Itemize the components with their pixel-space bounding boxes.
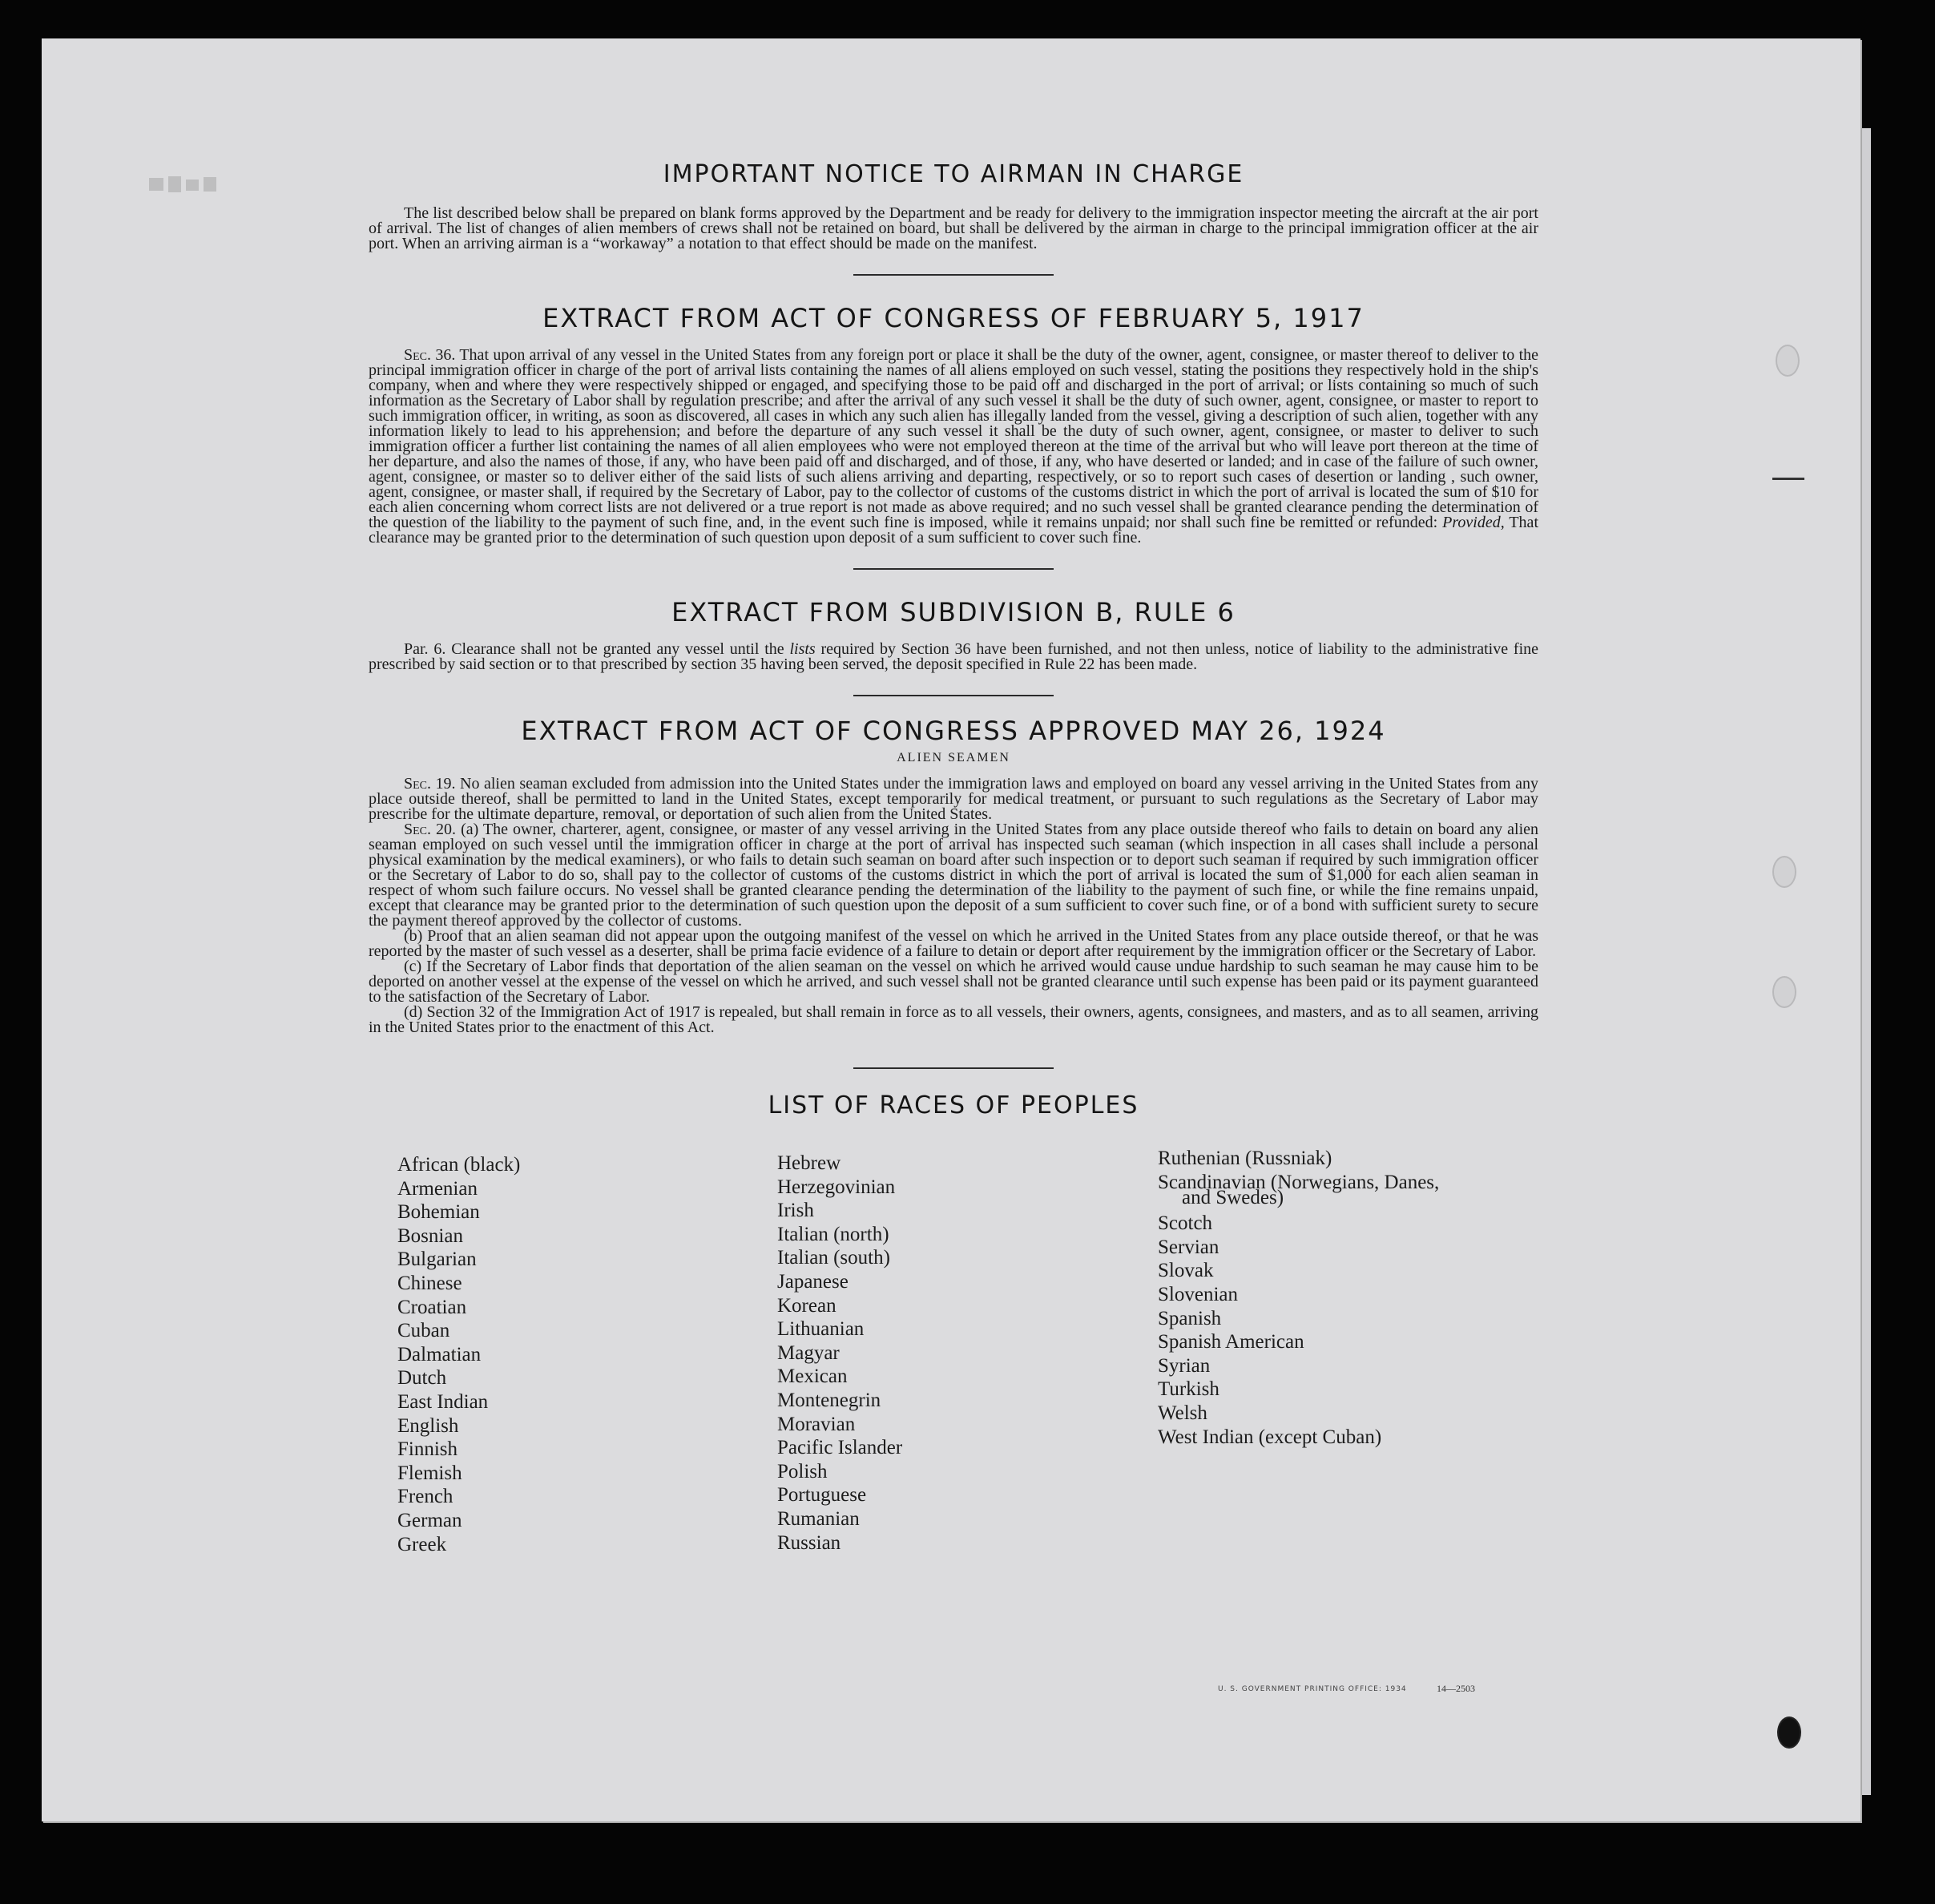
race-item: English xyxy=(397,1414,459,1437)
section-text: No alien seaman excluded from admission into the United States under the immigration laws and employed on board any vessel arriving in the United States from any place outside thereof, shall be permitted to land in the United States, except temporarily for medical treatment, or pursuant to such regulations as the Secretary of Labor may prescribe for the ultimate departure, removal, or deportation of such alien from the United States. xyxy=(369,775,1538,823)
paragraph-label: Par. 6. xyxy=(404,640,446,658)
race-item: Servian xyxy=(1158,1236,1219,1258)
rule-6-title: EXTRACT FROM SUBDIVISION B, RULE 6 xyxy=(671,597,1236,627)
race-item: Japanese xyxy=(777,1270,849,1293)
divider xyxy=(853,1067,1054,1069)
race-item: Chinese xyxy=(397,1272,462,1294)
races-column-2 xyxy=(777,1152,902,1555)
races-list xyxy=(369,1147,1538,1563)
section-label: Sec. 36. xyxy=(404,346,456,364)
punch-hole xyxy=(1772,976,1796,1008)
race-item: German xyxy=(397,1509,462,1531)
race-item: Magyar xyxy=(777,1341,840,1364)
race-item: Moravian xyxy=(777,1413,856,1435)
race-item: Slovenian xyxy=(1158,1283,1238,1305)
race-item: Turkish xyxy=(1158,1378,1219,1401)
paragraph-text: required by Section 36 have been furnished, and not then unless, notice of liability to the administrative fine prescribed by said section or to that prescribed by section 35 having been served, the deposit specified in Rule 22 has been made. xyxy=(369,640,1539,673)
race-item: Herzegovinian xyxy=(777,1176,896,1198)
race-item: Portuguese xyxy=(777,1484,867,1507)
race-item: Italian (north) xyxy=(777,1223,889,1245)
race-item: Spanish xyxy=(1158,1307,1222,1329)
proviso-word: Provided, xyxy=(1442,514,1505,531)
races-title: LIST OF RACES OF PEOPLES xyxy=(768,1091,1139,1119)
act-1924-section-20a xyxy=(369,822,1538,929)
race-item: Spanish American xyxy=(1158,1331,1304,1353)
act-1924-section-20b: (b) Proof that an alien seaman did not appear upon the outgoing manifest of the vessel on which he arrived in the United States from any place outside thereof, or that he was reported by the master of such vessel as a deserter, shall be prima facie evidence of a failure to detain or deport after requirement by the immigration officer or the Secretary of Labor. xyxy=(369,927,1538,960)
section-text: (a) The owner, charterer, agent, consignee, or master of any vessel arriving in the United States from any place outside thereof who fails to detain on board any alien seaman employed on such vessel until the immigration officer in charge at the port of arrival has inspected such seaman (which inspection in all cases shall include a personal physical examination by the medical examiners), or who fails to detain such seaman on board after such inspection or to deport such seaman if required by such immigration officer or the Secretary of Labor to do so, shall pay to the collector of customs of the customs district in which the port of arrival is located the sum of $1,000 for each alien seaman in respect of whom such failure occurs. No vessel shall be granted clearance pending the determination of the liability to the payment of such fine, or while the fine remains unpaid, except that clearance may be granted prior to the determination of such question upon the deposit of a sum sufficient to cover such fine, or of a bond with sufficient surety to secure the payment thereof approved by the collector of customs. xyxy=(369,821,1538,930)
race-item: Bohemian xyxy=(397,1201,480,1224)
race-item: Croatian xyxy=(397,1296,467,1318)
divider xyxy=(853,274,1054,276)
paragraph-text: Clearance shall not be granted any vessel until the xyxy=(451,640,784,658)
faded-stamp xyxy=(147,173,220,197)
printing-office-imprint: U. S. GOVERNMENT PRINTING OFFICE: 1934 xyxy=(1218,1685,1407,1693)
race-item: Bulgarian xyxy=(397,1248,477,1271)
proviso-text: That clearance may be granted prior to the determination of such question upon deposit of a sum sufficient to cover such fine. xyxy=(369,514,1538,547)
rule-6-paragraph xyxy=(369,642,1538,672)
lists-word: lists xyxy=(789,640,816,658)
race-item: Russian xyxy=(777,1531,841,1554)
race-item: Cuban xyxy=(397,1320,450,1342)
race-item: Korean xyxy=(777,1294,836,1317)
document-body xyxy=(369,160,1538,1563)
race-item: African (black) xyxy=(397,1154,521,1176)
race-item: Scandinavian (Norwegians, Danes, xyxy=(1158,1171,1440,1193)
race-item: Mexican xyxy=(777,1365,848,1388)
section-label: Sec. 20. xyxy=(404,821,457,838)
race-item: Ruthenian (Russniak) xyxy=(1158,1148,1332,1169)
race-item: Pacific Islander xyxy=(777,1437,903,1459)
race-item: Lithuanian xyxy=(777,1318,865,1341)
race-item: Rumanian xyxy=(777,1507,860,1530)
notice-title: IMPORTANT NOTICE TO AIRMAN IN CHARGE xyxy=(663,160,1244,188)
margin-mark xyxy=(1772,478,1804,480)
race-item: French xyxy=(397,1486,454,1508)
section-text: That upon arrival of any vessel in the United States from any foreign port or place it shall be the duty of the owner, agent, consignee, or master thereof to deliver to the principal immigration officer in charge of the port of arrival lists containing the names of all aliens employed on such vessel, stating the positions they respectively hold in the ship's company, when and where they were respectively shipped or engaged, and specifying those to be paid off and discharged in the port of arrival; or lists containing so much of such information as the Secretary of Labor shall by regulation prescribe; and after the arrival of any such vessel it shall be the duty of such owner, agent, consignee, or master to report to such immigration officer, in writing, as soon as discovered, all cases in which any such alien has illegally landed from the vessel, giving a description of such alien, together with any information likely to lead to his apprehension; and before the departure of any such vessel it shall be the duty of such owner, agent, consignee, or master to deliver to such immigration officer a further list containing the names of all alien employees who were not employed thereon at the time of the arrival but who will leave port thereon at the time of her departure, and also the names of those, if any, who have been paid off and discharged, and of those, if any, who have deserted or landed; and in case of the failure of such owner, agent, consignee, or master so to deliver either of the said lists of such aliens arriving and departing, respectively, or so to report such cases of desertion or landing , such owner, agent, consignee, or master shall, if required by the Secretary of Labor, pay to the collector of customs of the customs district in which the port of arrival is located the sum of $10 for each alien concerning whom correct lists are not delivered or a true report is not made as above required; and no such vessel shall be granted clearance pending the determination of the question of the liability to the payment of such fine, and, in the event such fine is imposed, while it remains unpaid; nor shall such fine be remitted or refunded: xyxy=(369,346,1539,531)
race-item: Greek xyxy=(397,1533,447,1555)
punch-hole xyxy=(1776,345,1800,377)
act-1917-title: EXTRACT FROM ACT OF CONGRESS OF FEBRUARY 5, 1917 xyxy=(542,303,1365,333)
act-1924-subtitle: ALIEN SEAMEN xyxy=(897,751,1010,764)
race-item: Slovak xyxy=(1158,1260,1214,1282)
form-number: 14—2503 xyxy=(1437,1683,1475,1694)
race-item: Flemish xyxy=(397,1462,462,1484)
punch-hole xyxy=(1777,1716,1801,1749)
race-item: Irish xyxy=(777,1200,814,1222)
race-item: West Indian (except Cuban) xyxy=(1158,1426,1382,1448)
act-1924-title: EXTRACT FROM ACT OF CONGRESS APPROVED MAY 26, 1924 xyxy=(521,716,1386,746)
race-item: Scotch xyxy=(1158,1212,1213,1235)
race-item: East Indian xyxy=(397,1390,489,1413)
race-item: Montenegrin xyxy=(777,1389,881,1411)
divider xyxy=(853,568,1054,570)
act-1924-section-19 xyxy=(369,777,1538,822)
race-item: Polish xyxy=(777,1460,828,1482)
race-item: Dutch xyxy=(397,1367,447,1390)
race-item: Finnish xyxy=(397,1438,458,1461)
race-item: Armenian xyxy=(397,1177,478,1200)
section-label: Sec. 19. xyxy=(404,775,456,793)
act-1917-section-36 xyxy=(369,348,1538,546)
divider xyxy=(853,695,1054,696)
race-item: Hebrew xyxy=(777,1152,841,1174)
race-item: Syrian xyxy=(1158,1354,1211,1377)
notice-text: The list described below shall be prepared on blank forms approved by the Department and be ready for delivery to the immigration inspector meeting the aircraft at the air port of arrival. The list of changes of alien members of crews shall not be retained on board, but shall be delivered by the airman in charge to the principal immigration officer at the air port. When an arriving airman is a “workaway” a notation to that effect should be made on the manifest. xyxy=(369,204,1538,252)
race-item-continued: and Swedes) xyxy=(1182,1187,1284,1209)
races-column-3 xyxy=(1158,1147,1439,1449)
race-item: Dalmatian xyxy=(397,1343,482,1365)
race-item: Bosnian xyxy=(397,1224,463,1247)
act-1924-section-20c: (c) If the Secretary of Labor finds that deportation of the alien seaman on the vessel on which he arrived would cause undue hardship to such seaman he may cause him to be deported on another vessel at the expense of the vessel on which he arrived, and such vessel shall not be granted clearance until such expense has been paid or its payment guaranteed to the satisfaction of the Secretary of Labor. xyxy=(369,958,1538,1006)
race-item: Italian (south) xyxy=(777,1247,890,1269)
races-column-1 xyxy=(397,1153,520,1556)
race-item: Welsh xyxy=(1158,1402,1207,1424)
punch-hole xyxy=(1772,856,1796,888)
act-1924-section-20d: (d) Section 32 of the Immigration Act of 1917 is repealed, but shall remain in force as to all vessels, their owners, agents, consignees, and masters, and as to all seamen, arriving in the United States prior to the enactment of this Act. xyxy=(369,1003,1538,1036)
